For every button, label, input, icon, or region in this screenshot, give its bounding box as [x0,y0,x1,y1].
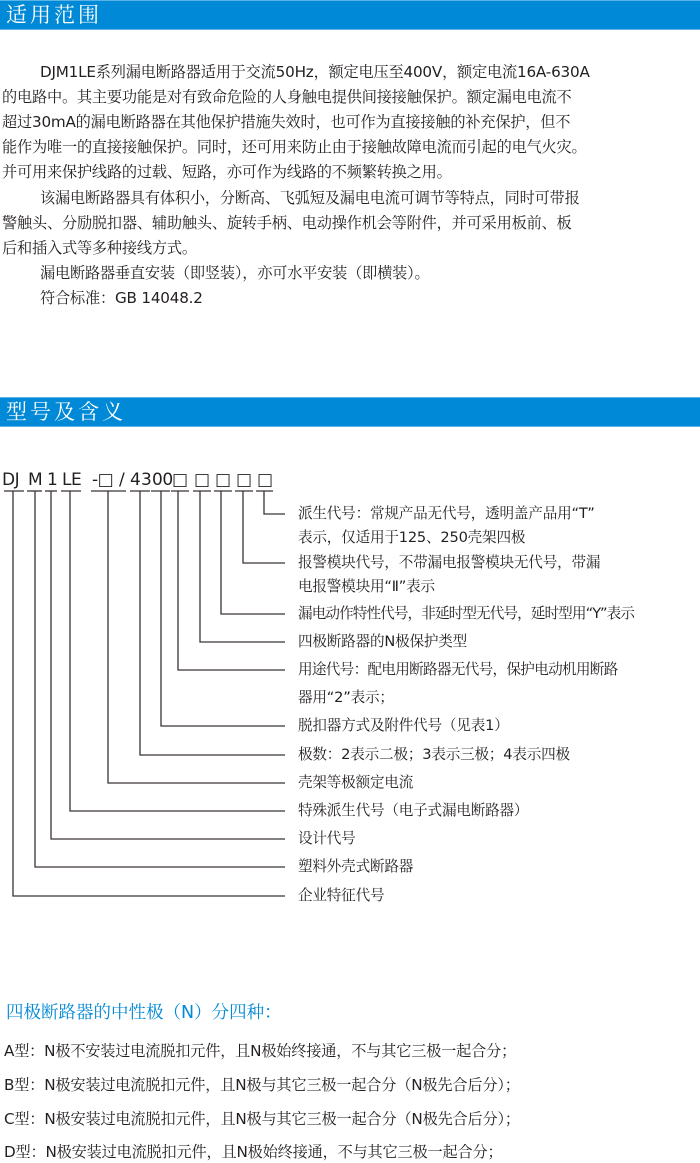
section-title-model: 型号及含义 [6,400,126,424]
label-frame-current: 壳架等极额定电流 [298,774,414,791]
standard-line: 符合标准：GB 14048.2 [40,289,203,307]
code-box-4: □ [236,470,252,490]
scope-line: 该漏电断路器具有体积小，分断高、飞弧短及漏电电流可调节等特点，同时可带报 [40,189,580,207]
scope-line: 后和插入式等多种接线方式。 [2,239,197,257]
code-seg-le: LE [62,470,82,490]
label-poles: 极数：2表示二极；3表示三极；4表示四极 [298,746,570,763]
scope-line: 超过30mA的漏电断路器在其他保护措施失效时，也可作为直接接触的补充保护，但不 [2,113,571,131]
section-header-model [0,397,700,427]
code-seg-slash: / [119,470,125,490]
scope-line: 警触头、分励脱扣器、辅助触头、旋转手柄、电动操作机会等附件，并可采用板前、板 [2,214,572,232]
section-title-scope: 适用范围 [6,3,102,27]
label-usage-code-cont: 器用“2”表示； [298,689,394,706]
label-enterprise-code: 企业特征代号 [298,887,385,904]
npole-type-c: C型：N极安装过电流脱扣元件，且N极与其它三极一起合分（N极先合后分）； [4,1110,520,1128]
code-box-1: □ [172,470,188,490]
label-n-pole-type: 四极断路器的N极保护类型 [298,633,468,650]
code-seg-m: M [28,470,43,490]
label-derivative-code: 派生代号：常规产品无代号，透明盖产品用“T” [298,505,595,522]
npole-type-a: A型：N极不安装过电流脱扣元件，且N极始终接通，不与其它三极一起合分； [4,1042,517,1060]
code-box-5: □ [257,470,273,490]
label-leakage-characteristic: 漏电动作特性代号，非延时型无代号，延时型用“Y”表示 [298,605,635,622]
npole-type-b: B型：N极安装过电流脱扣元件，且N极与其它三极一起合分（N极先合后分）； [4,1076,520,1094]
code-seg-1: 1 [47,470,58,490]
scope-line: DJM1LE系列漏电断路器适用于交流50Hz，额定电压至400V，额定电流16A-630A [40,63,590,81]
label-mccb: 塑料外壳式断路器 [298,858,414,875]
code-seg-dj: DJ [2,470,20,490]
scope-line: 的电路中。其主要功能是对有致命危险的人身触电提供间接接触保护。额定漏电电流不 [2,88,572,106]
npole-type-d: D型：N极安装过电流脱扣元件，且N极始终接通，不与其它三极一起合分； [4,1143,503,1161]
label-derivative-code-cont: 表示，仅适用于125、250壳架四极 [298,529,526,546]
scope-line: 漏电断路器垂直安装（即竖装），亦可水平安装（即横装）。 [40,264,430,282]
code-box-2: □ [194,470,210,490]
code-seg-3: 3 [141,470,152,490]
code-seg-box: -□ [92,470,114,490]
label-alarm-module: 报警模块代号，不带漏电报警模块无代号，带漏 [298,554,601,571]
label-usage-code: 用途代号：配电用断路器无代号，保护电动机用断路 [298,661,618,678]
label-design-code: 设计代号 [298,830,356,847]
label-alarm-module-cont: 电报警模块用“Ⅱ”表示 [298,578,435,595]
code-seg-4: 4 [130,470,141,490]
scope-line: 并可用来保护线路的过载、短路，亦可作为线路的不频繁转换之用。 [2,163,452,181]
label-release-accessory: 脱扣器方式及附件代号（见表1） [298,717,509,734]
scope-line: 能作为唯一的直接接触保护。同时，还可用来防止由于接触故障电流而引起的电气火灾。 [2,138,587,156]
npole-heading: 四极断路器的中性极（N）分四种： [6,1003,282,1023]
section-header-scope [0,0,700,30]
code-seg-00: 00 [152,470,173,490]
label-special-derivative: 特殊派生代号（电子式漏电断路器） [298,802,529,819]
code-box-3: □ [215,470,231,490]
